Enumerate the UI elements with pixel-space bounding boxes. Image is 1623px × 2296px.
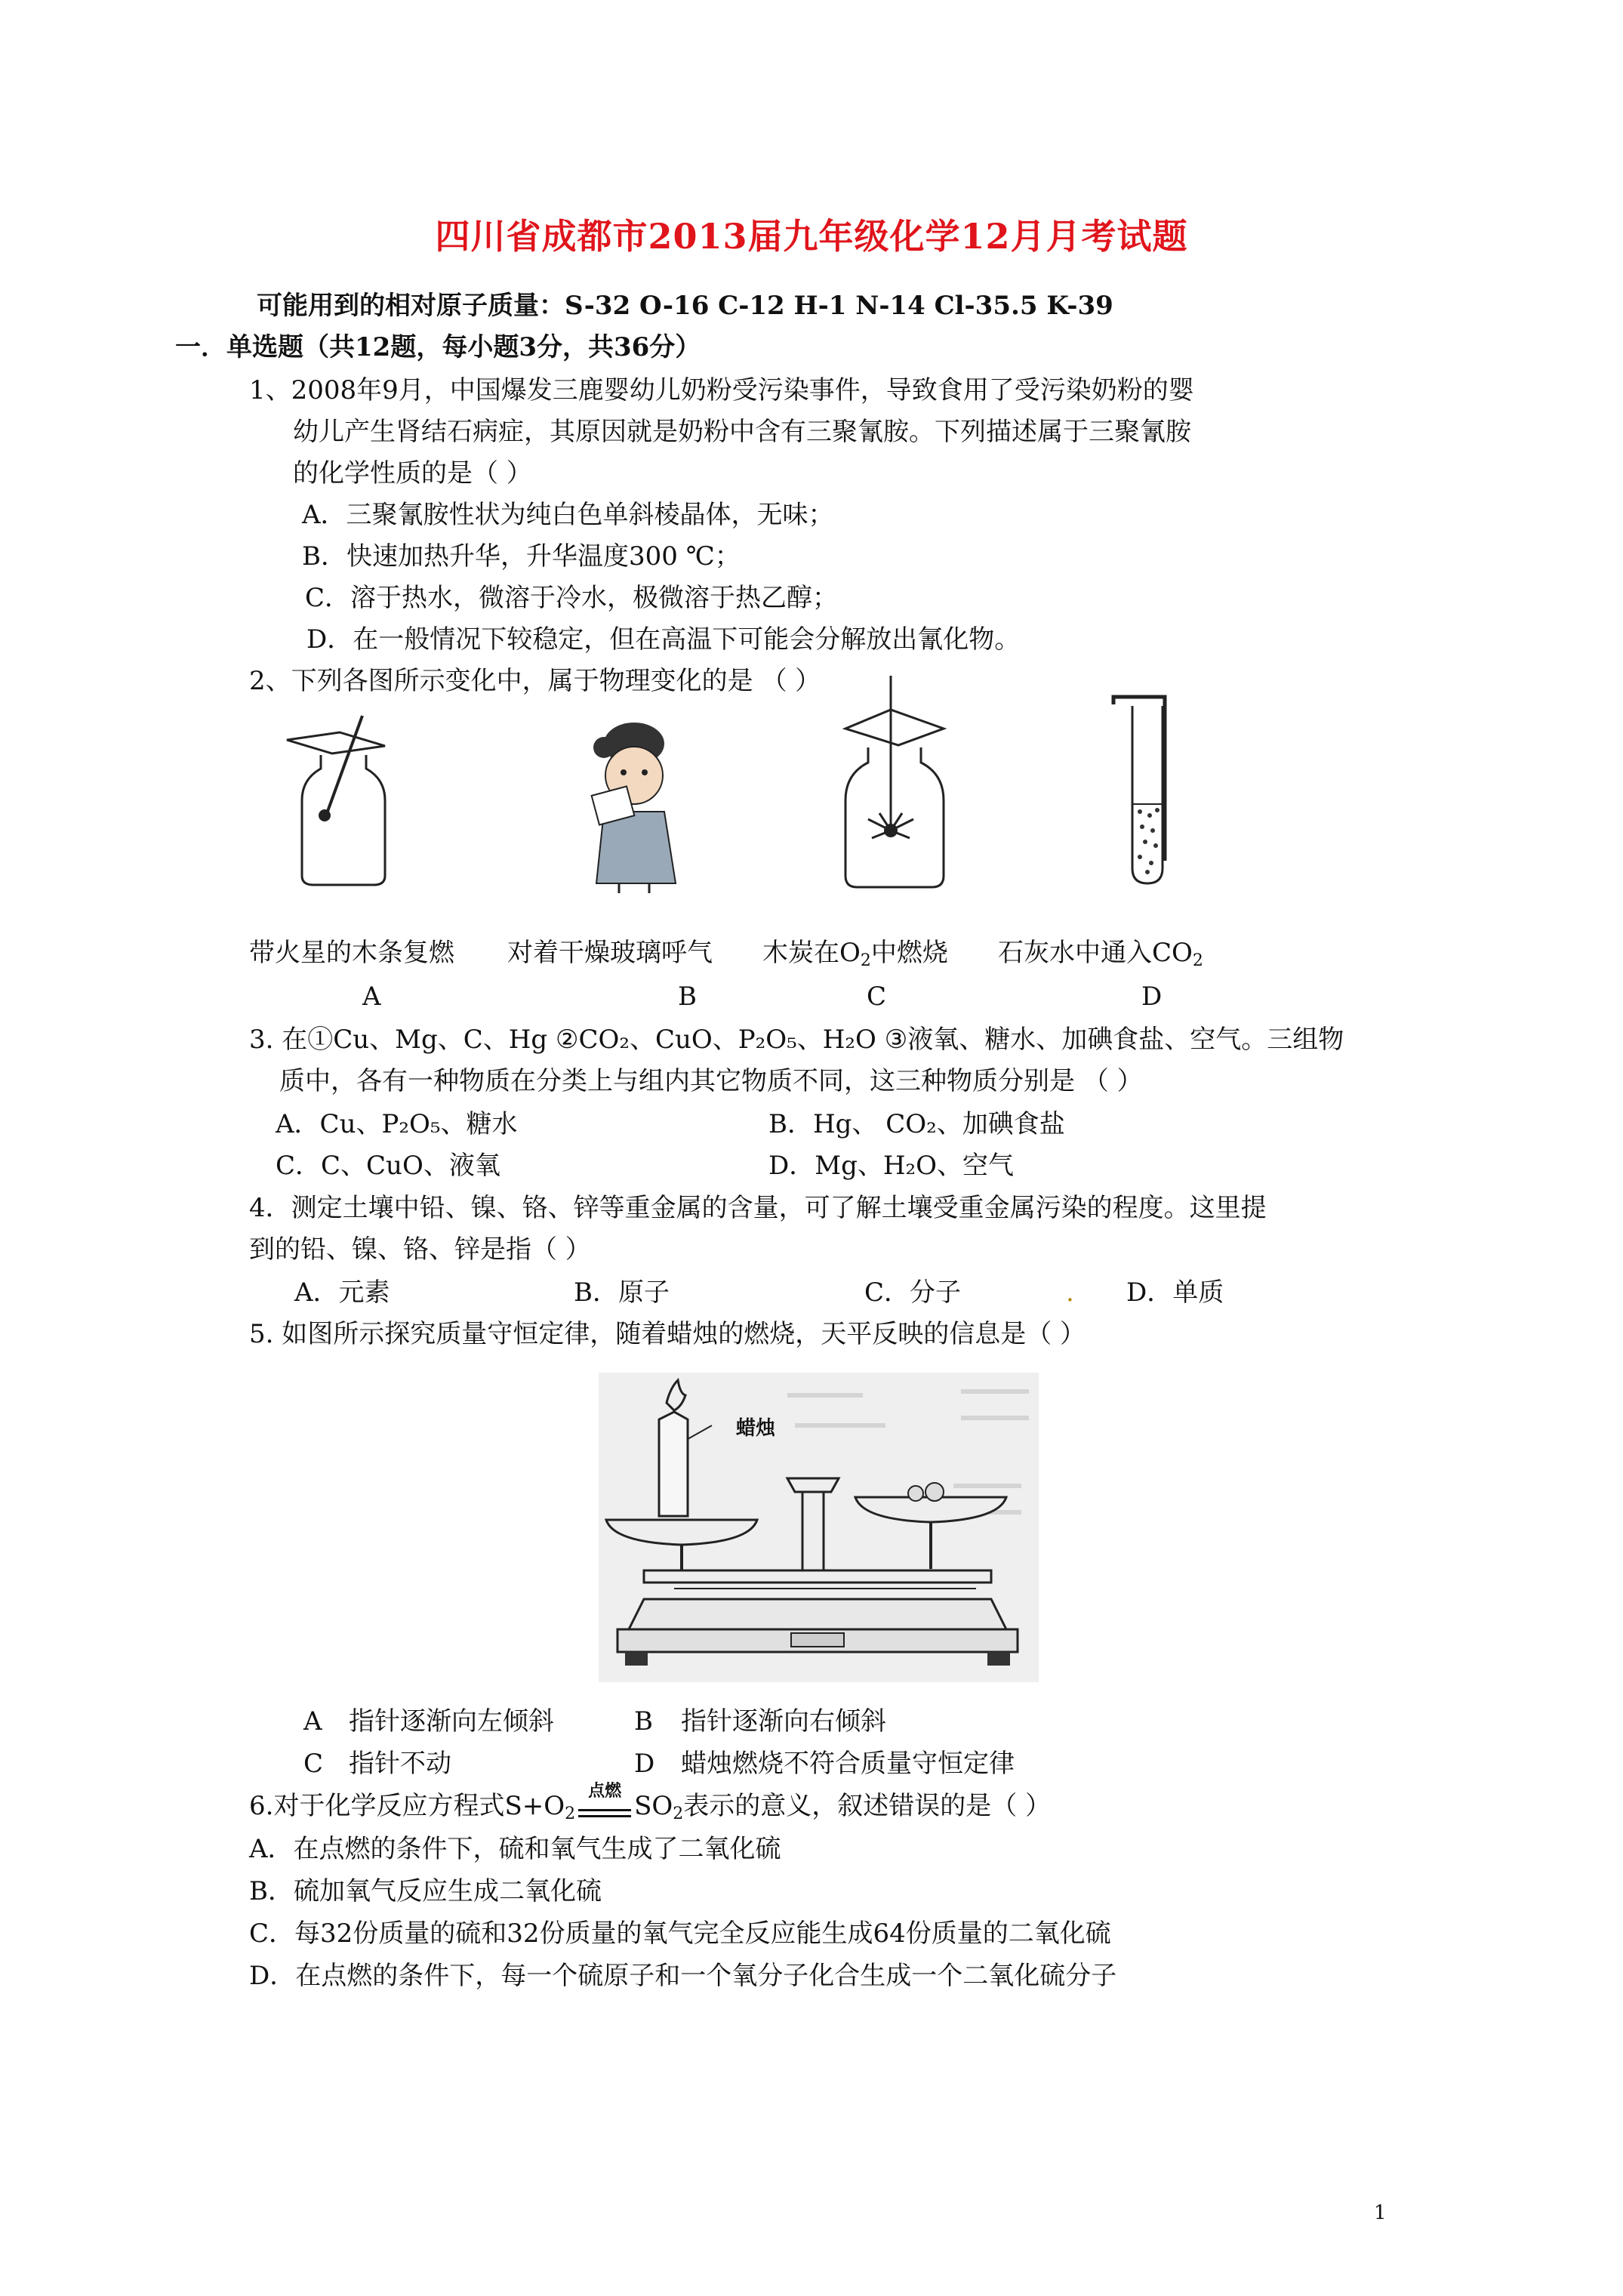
q5-option-c-letter: C — [303, 1749, 324, 1779]
page-number: 1 — [1374, 2202, 1387, 2224]
q3-option-c: C．C、CuO、液氧 — [276, 1151, 500, 1181]
page-title: 四川省成都市2013届九年级化学12月月考试题 — [435, 216, 1188, 257]
q3-option-a: A．Cu、P₂O₅、糖水 — [276, 1109, 518, 1139]
q6-option-d: D．在点燃的条件下，每一个硫原子和一个氧分子化合生成一个二氧化硫分子 — [249, 1961, 1117, 1991]
atomic-masses: 可能用到的相对原子质量：S-32 O-16 C-12 H-1 N-14 Cl-35.5 K-39 — [257, 291, 1113, 321]
q2-caption-c: 木炭在$O_2$中燃烧 — [762, 938, 948, 970]
q4-option-d: D．单质 — [1126, 1277, 1224, 1308]
q3-line1: 3. 在①Cu、Mg、C、Hg ②CO₂、CuO、P₂O₅、H₂O ③液氧、糖水、加碘食盐、空气。三组物 — [249, 1025, 1344, 1055]
q2-label-b: B — [678, 982, 697, 1012]
candle-label: 蜡烛 — [736, 1417, 776, 1440]
q5-option-a-text: 指针逐渐向左倾斜 — [349, 1706, 554, 1737]
q2-stem: 2、下列各图所示变化中，属于物理变化的是 （ ） — [249, 666, 821, 696]
q3-option-b: B．Hg、 CO₂、加碘食盐 — [768, 1109, 1065, 1139]
q2-caption-d: 石灰水中通入$CO_2$ — [998, 938, 1203, 970]
figure-d-limewater-tube — [1106, 691, 1189, 887]
q3-option-d: D．Mg、H₂O、空气 — [768, 1151, 1014, 1181]
q5-option-b-text: 指针逐渐向右倾斜 — [681, 1706, 886, 1737]
q4-option-c: C．分子 — [864, 1277, 962, 1308]
q1-option-c: C．溶于热水，微溶于冷水，极微溶于热乙醇； — [305, 583, 839, 613]
q1-option-d: D．在一般情况下较稳定，但在高温下可能会分解放出氰化物。 — [306, 624, 1021, 655]
figure-balance-candle — [599, 1373, 1039, 1682]
reaction-condition-sign: 点燃 — [575, 1792, 634, 1823]
q6-option-a: A．在点燃的条件下，硫和氧气生成了二氧化硫 — [249, 1834, 781, 1864]
figure-a-jar-splint — [279, 710, 408, 891]
q5-option-c-text: 指针不动 — [349, 1749, 451, 1779]
q4-stray-dot: . — [1066, 1277, 1074, 1308]
q2-label-d: D — [1141, 982, 1163, 1012]
q6-stem: 6.对于化学反应方程式$S+O_2$ 点燃 $SO_2$表示的意义，叙述错误的是（ ） — [249, 1781, 1052, 1823]
q5-option-b-letter: B — [634, 1706, 653, 1737]
q4-option-b: B．原子 — [574, 1277, 670, 1308]
q1-line2: 幼儿产生肾结石病症，其原因就是奶粉中含有三聚氰胺。下列描述属于三聚氰胺 — [293, 417, 1191, 447]
figure-b-girl-breathing — [574, 721, 710, 895]
q2-label-c: C — [867, 982, 887, 1012]
q2-label-a: A — [362, 982, 381, 1012]
q4-option-a: A．元素 — [294, 1277, 390, 1308]
q5-stem: 5. 如图所示探究质量守恒定律，随着蜡烛的燃烧，天平反映的信息是（ ） — [249, 1319, 1086, 1349]
q4-line2: 到的铅、镍、铬、锌是指（ ） — [249, 1234, 591, 1265]
q5-option-d-letter: D — [634, 1749, 655, 1779]
q6-option-b: B．硫加氧气反应生成二氧化硫 — [249, 1876, 602, 1906]
q1-line1: 1、2008年9月，中国爆发三鹿婴幼儿奶粉受污染事件，导致食用了受污染奶粉的婴 — [249, 375, 1194, 405]
q5-option-d-text: 蜡烛燃烧不符合质量守恒定律 — [681, 1749, 1015, 1779]
q3-line2: 质中，各有一种物质在分类上与组内其它物质不同，这三种物质分别是 （ ） — [279, 1066, 1143, 1096]
q5-option-a-letter: A — [303, 1706, 322, 1737]
q4-line1: 4．测定土壤中铅、镍、铬、锌等重金属的含量，可了解土壤受重金属污染的程度。这里提 — [249, 1193, 1267, 1223]
section1-header: 一．单选题（共12题，每小题3分，共36分） — [175, 332, 701, 362]
q2-caption-a: 带火星的木条复燃 — [249, 938, 454, 968]
q2-caption-b: 对着干燥玻璃呼气 — [507, 938, 713, 968]
q1-option-b: B．快速加热升华，升华温度300 ℃； — [302, 541, 741, 572]
figure-c-charcoal-burning — [830, 676, 959, 891]
q1-option-a: A．三聚氰胺性状为纯白色单斜棱晶体，无味； — [302, 500, 834, 530]
q1-line3: 的化学性质的是（ ） — [293, 458, 532, 488]
q6-option-c: C．每32份质量的硫和32份质量的氧气完全反应能生成64份质量的二氧化硫 — [249, 1918, 1111, 1949]
